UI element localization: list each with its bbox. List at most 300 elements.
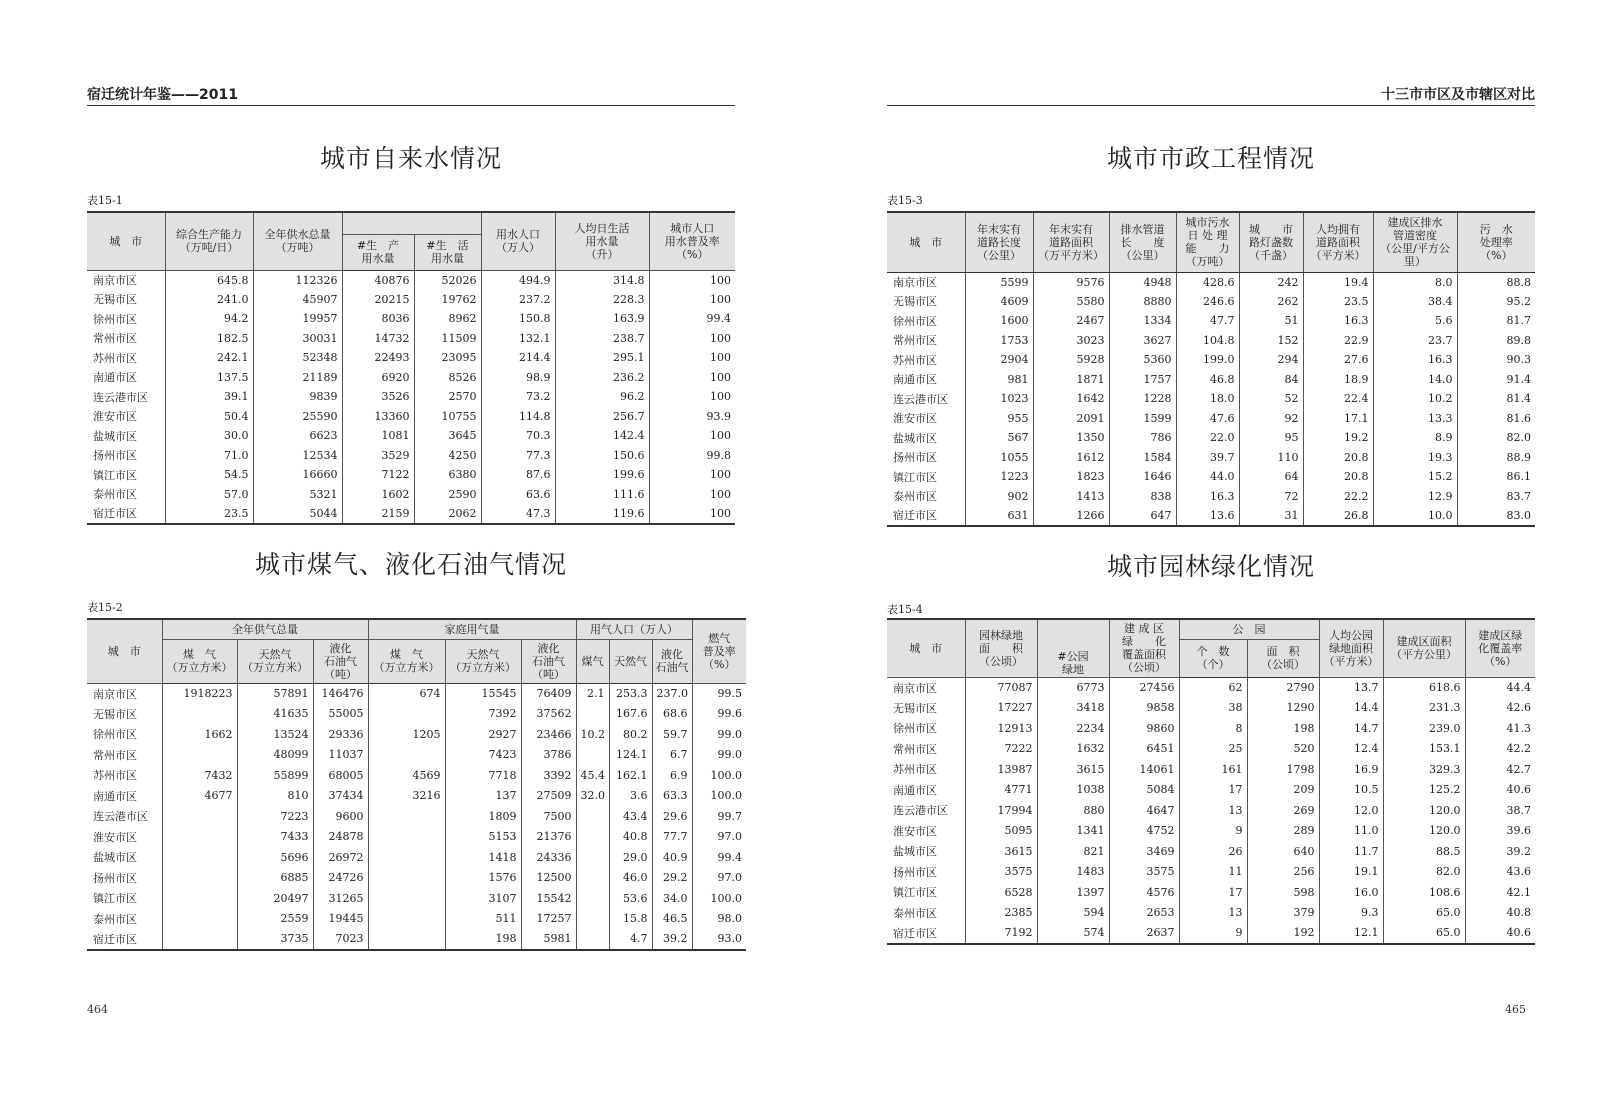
col-header: 个 数 （个） <box>1179 639 1247 677</box>
data-cell: 62 <box>1179 677 1247 698</box>
data-cell: 9860 <box>1109 718 1179 739</box>
data-cell: 16.3 <box>1303 311 1373 331</box>
table-row <box>87 426 735 446</box>
data-cell: 37562 <box>521 704 576 725</box>
col-header: 园林绿地 面 积 （公顷） <box>965 619 1037 677</box>
data-cell: 47.3 <box>481 504 555 524</box>
data-cell: 83.0 <box>1457 506 1535 526</box>
data-cell: 3627 <box>1109 331 1176 351</box>
data-cell: 16.0 <box>1319 882 1383 903</box>
data-cell: 99.0 <box>692 724 746 745</box>
data-cell <box>162 847 237 868</box>
data-cell: 4576 <box>1109 882 1179 903</box>
table-row <box>87 868 746 889</box>
data-cell: 13360 <box>342 407 414 427</box>
data-cell: 41.3 <box>1465 718 1535 739</box>
data-cell: 1871 <box>1033 370 1109 390</box>
table-row <box>887 718 1535 739</box>
table-row <box>87 683 746 704</box>
city-name: 南通市区 <box>893 373 937 387</box>
data-cell: 10.2 <box>576 724 609 745</box>
table-row <box>887 331 1535 351</box>
data-cell: 647 <box>1109 506 1176 526</box>
city-name: 淮安市区 <box>93 410 137 424</box>
running-head-right: 十三市市区及市辖区对比 <box>1381 87 1535 103</box>
data-cell: 54.5 <box>165 465 253 485</box>
city-name: 泰州市区 <box>893 906 937 920</box>
running-head-left: 宿迁统计年鉴——2011 <box>87 87 238 103</box>
data-cell: 1600 <box>965 311 1033 331</box>
data-cell: 46.0 <box>609 868 652 889</box>
header-rule <box>87 105 735 106</box>
data-cell: 594 <box>1037 903 1109 924</box>
data-cell <box>368 868 445 889</box>
data-cell <box>576 909 609 930</box>
city-name: 扬州市区 <box>93 871 137 885</box>
city-name: 镇江市区 <box>893 886 937 900</box>
data-cell: 90.3 <box>1457 350 1535 370</box>
data-cell: 574 <box>1037 923 1109 944</box>
data-cell: 120.0 <box>1383 821 1465 842</box>
data-cell: 3575 <box>965 862 1037 883</box>
data-cell: 6528 <box>965 882 1037 903</box>
data-cell: 161 <box>1179 759 1247 780</box>
data-cell: 1584 <box>1109 448 1176 468</box>
data-cell: 3023 <box>1033 331 1109 351</box>
col-group-header: 全年供气总量 <box>162 619 368 639</box>
data-cell: 25590 <box>253 407 342 427</box>
data-cell: 19957 <box>253 309 342 329</box>
water-supply-table <box>87 211 735 525</box>
data-cell: 81.6 <box>1457 409 1535 429</box>
table-row <box>87 387 735 407</box>
data-cell: 108.6 <box>1383 882 1465 903</box>
data-cell <box>162 704 237 725</box>
data-cell: 137.5 <box>165 368 253 388</box>
table-row <box>87 407 735 427</box>
data-cell: 19.4 <box>1303 272 1373 292</box>
data-cell: 96.2 <box>555 387 649 407</box>
data-cell: 6920 <box>342 368 414 388</box>
data-cell: 40.6 <box>1465 923 1535 944</box>
data-cell: 6623 <box>253 426 342 446</box>
data-cell: 83.7 <box>1457 487 1535 507</box>
data-cell: 1483 <box>1037 862 1109 883</box>
data-cell: 87.6 <box>481 465 555 485</box>
data-cell: 110 <box>1239 448 1303 468</box>
col-header: 城 市 路灯盏数 （千盏） <box>1239 212 1303 272</box>
data-cell: 51 <box>1239 311 1303 331</box>
table-row <box>87 368 735 388</box>
table-row <box>887 923 1535 944</box>
data-cell: 15.2 <box>1373 467 1457 487</box>
data-cell: 55899 <box>237 765 313 786</box>
data-cell: 7023 <box>313 929 368 950</box>
data-cell: 11 <box>1179 862 1247 883</box>
data-cell: 19.2 <box>1303 428 1373 448</box>
data-cell: 7122 <box>342 465 414 485</box>
data-cell <box>576 806 609 827</box>
table-row <box>87 745 746 766</box>
col-header: 煤 气 （万立方米） <box>368 639 445 683</box>
data-cell: 9600 <box>313 806 368 827</box>
data-cell <box>162 827 237 848</box>
data-cell: 7500 <box>521 806 576 827</box>
table-row <box>887 487 1535 507</box>
table-row <box>87 765 746 786</box>
data-cell: 3645 <box>414 426 481 446</box>
data-cell <box>368 806 445 827</box>
data-cell: 511 <box>445 909 521 930</box>
data-cell: 98.9 <box>481 368 555 388</box>
city-name: 南通市区 <box>93 371 137 385</box>
table-row <box>87 485 735 505</box>
table-number: 表15-1 <box>87 194 123 207</box>
col-header: 煤 气 （万立方米） <box>162 639 237 683</box>
data-cell: 12534 <box>253 446 342 466</box>
data-cell: 5580 <box>1033 292 1109 312</box>
data-cell: 104.8 <box>1176 331 1239 351</box>
data-cell: 100.0 <box>692 888 746 909</box>
data-cell: 4771 <box>965 780 1037 801</box>
data-cell: 19445 <box>313 909 368 930</box>
table-row <box>887 448 1535 468</box>
data-cell: 77.7 <box>652 827 692 848</box>
data-cell: 6380 <box>414 465 481 485</box>
data-cell: 20.8 <box>1303 467 1373 487</box>
data-cell <box>368 745 445 766</box>
table-row <box>87 504 735 524</box>
data-cell: 6451 <box>1109 739 1179 760</box>
data-cell: 12.1 <box>1319 923 1383 944</box>
data-cell: 29.0 <box>609 847 652 868</box>
data-cell: 2927 <box>445 724 521 745</box>
data-cell: 88.9 <box>1457 448 1535 468</box>
data-cell: 46.8 <box>1176 370 1239 390</box>
data-cell: 27509 <box>521 786 576 807</box>
city-name: 泰州市区 <box>93 912 137 926</box>
table-title: 城市市政工程情况 <box>1106 144 1315 173</box>
data-cell: 150.8 <box>481 309 555 329</box>
city-name: 无锡市区 <box>93 293 137 307</box>
data-cell: 618.6 <box>1383 677 1465 698</box>
data-cell: 86.1 <box>1457 467 1535 487</box>
data-cell: 1612 <box>1033 448 1109 468</box>
data-cell: 38.4 <box>1373 292 1457 312</box>
data-cell: 99.4 <box>649 309 735 329</box>
data-cell: 59.7 <box>652 724 692 745</box>
data-cell: 29.2 <box>652 868 692 889</box>
data-cell: 428.6 <box>1176 272 1239 292</box>
data-cell: 40.6 <box>1465 780 1535 801</box>
page-number: 465 <box>1505 1003 1526 1016</box>
city-name: 常州市区 <box>893 742 937 756</box>
data-cell: 14.0 <box>1373 370 1457 390</box>
city-name: 镇江市区 <box>93 892 137 906</box>
data-cell: 2159 <box>342 504 414 524</box>
data-cell: 880 <box>1037 800 1109 821</box>
data-cell: 72 <box>1239 487 1303 507</box>
col-header: #公园 绿地 <box>1037 619 1109 677</box>
data-cell: 167.6 <box>609 704 652 725</box>
col-header: 人均公园 绿地面积 （平方米） <box>1319 619 1383 677</box>
data-cell: 76409 <box>521 683 576 704</box>
data-cell: 94.2 <box>165 309 253 329</box>
data-cell: 810 <box>237 786 313 807</box>
data-cell: 1599 <box>1109 409 1176 429</box>
data-cell: 231.3 <box>1383 698 1465 719</box>
data-cell: 8962 <box>414 309 481 329</box>
data-cell <box>576 704 609 725</box>
data-cell: 81.7 <box>1457 311 1535 331</box>
col-group-header: 用气人口（万人） <box>576 619 692 639</box>
table-row <box>887 370 1535 390</box>
data-cell: 228.3 <box>555 290 649 310</box>
data-cell: 112326 <box>253 270 342 290</box>
data-cell: 100 <box>649 270 735 290</box>
data-cell: 29336 <box>313 724 368 745</box>
data-cell: 13 <box>1179 800 1247 821</box>
data-cell: 100 <box>649 426 735 446</box>
data-cell: 100 <box>649 368 735 388</box>
data-cell: 45907 <box>253 290 342 310</box>
table-title: 城市园林绿化情况 <box>1106 552 1315 581</box>
data-cell: 14732 <box>342 329 414 349</box>
data-cell: 39.2 <box>652 929 692 950</box>
table-row <box>887 800 1535 821</box>
data-cell: 821 <box>1037 841 1109 862</box>
col-header: 建成区排水 管道密度 （公里/平方公里） <box>1373 212 1457 272</box>
col-header: 排水管道 长 度 （公里） <box>1109 212 1176 272</box>
table-row <box>887 350 1535 370</box>
data-cell: 24336 <box>521 847 576 868</box>
data-cell: 294 <box>1239 350 1303 370</box>
data-cell: 19762 <box>414 290 481 310</box>
data-cell: 4948 <box>1109 272 1176 292</box>
data-cell: 162.1 <box>609 765 652 786</box>
data-cell: 26972 <box>313 847 368 868</box>
data-cell: 57891 <box>237 683 313 704</box>
data-cell: 31265 <box>313 888 368 909</box>
table-row <box>887 903 1535 924</box>
data-cell: 53.6 <box>609 888 652 909</box>
data-cell: 57.0 <box>165 485 253 505</box>
data-cell: 9858 <box>1109 698 1179 719</box>
data-cell: 1350 <box>1033 428 1109 448</box>
data-cell: 93.0 <box>692 929 746 950</box>
data-cell: 237.0 <box>652 683 692 704</box>
table-title: 城市自来水情况 <box>319 144 502 173</box>
data-cell: 12500 <box>521 868 576 889</box>
data-cell: 80.2 <box>609 724 652 745</box>
data-cell: 289 <box>1247 821 1319 842</box>
data-cell: 5981 <box>521 929 576 950</box>
data-cell: 1038 <box>1037 780 1109 801</box>
data-cell: 23466 <box>521 724 576 745</box>
data-cell: 494.9 <box>481 270 555 290</box>
data-cell: 631 <box>965 506 1033 526</box>
data-cell: 99.0 <box>692 745 746 766</box>
data-cell: 1266 <box>1033 506 1109 526</box>
table-row <box>87 888 746 909</box>
data-cell: 73.2 <box>481 387 555 407</box>
data-cell: 7392 <box>445 704 521 725</box>
data-cell: 3469 <box>1109 841 1179 862</box>
city-name: 徐州市区 <box>93 728 137 742</box>
data-cell: 4609 <box>965 292 1033 312</box>
city-name: 淮安市区 <box>893 824 937 838</box>
col-header: 液化 石油气 <box>652 639 692 683</box>
data-cell: 6.7 <box>652 745 692 766</box>
data-cell: 902 <box>965 487 1033 507</box>
data-cell: 7223 <box>237 806 313 827</box>
city-name: 南通市区 <box>93 789 137 803</box>
city-name: 南通市区 <box>893 783 937 797</box>
data-cell: 25 <box>1179 739 1247 760</box>
col-header: 城 市 <box>87 619 162 683</box>
table-row <box>87 348 735 368</box>
city-name: 连云港市区 <box>93 810 148 824</box>
table-row <box>87 827 746 848</box>
data-cell: 1341 <box>1037 821 1109 842</box>
data-cell: 10755 <box>414 407 481 427</box>
data-cell: 7718 <box>445 765 521 786</box>
data-cell: 12.4 <box>1319 739 1383 760</box>
data-cell: 37434 <box>313 786 368 807</box>
data-cell: 26 <box>1179 841 1247 862</box>
table-row <box>887 389 1535 409</box>
data-cell: 99.8 <box>649 446 735 466</box>
data-cell: 198 <box>1247 718 1319 739</box>
page-number: 464 <box>87 1003 108 1016</box>
data-cell <box>368 704 445 725</box>
col-header: 面 积 （公顷） <box>1247 639 1319 677</box>
data-cell: 209 <box>1247 780 1319 801</box>
city-name: 泰州市区 <box>893 490 937 504</box>
data-cell: 95 <box>1239 428 1303 448</box>
data-cell: 253.3 <box>609 683 652 704</box>
data-cell: 2559 <box>237 909 313 930</box>
city-name: 镇江市区 <box>93 468 137 482</box>
data-cell: 7432 <box>162 765 237 786</box>
col-header: 天然气 （万立方米） <box>445 639 521 683</box>
data-cell <box>162 868 237 889</box>
data-cell: 17 <box>1179 780 1247 801</box>
data-cell: 16660 <box>253 465 342 485</box>
data-cell: 2234 <box>1037 718 1109 739</box>
data-cell: 9.3 <box>1319 903 1383 924</box>
data-cell: 7423 <box>445 745 521 766</box>
data-cell: 44.4 <box>1465 677 1535 698</box>
data-cell: 4647 <box>1109 800 1179 821</box>
data-cell: 14061 <box>1109 759 1179 780</box>
data-cell: 23.5 <box>165 504 253 524</box>
data-cell: 13524 <box>237 724 313 745</box>
data-cell: 81.4 <box>1457 389 1535 409</box>
data-cell: 63.3 <box>652 786 692 807</box>
data-cell: 9839 <box>253 387 342 407</box>
data-cell: 82.0 <box>1457 428 1535 448</box>
data-cell: 29.6 <box>652 806 692 827</box>
data-cell: 1055 <box>965 448 1033 468</box>
data-cell: 39.7 <box>1176 448 1239 468</box>
col-header: 综合生产能力 （万吨/日） <box>165 212 253 270</box>
col-header: #生 产 用水量 <box>342 234 414 270</box>
data-cell: 1757 <box>1109 370 1176 390</box>
data-cell <box>576 888 609 909</box>
data-cell: 9 <box>1179 821 1247 842</box>
data-cell: 99.5 <box>692 683 746 704</box>
data-cell: 17257 <box>521 909 576 930</box>
data-cell: 1632 <box>1037 739 1109 760</box>
data-cell: 40.8 <box>1465 903 1535 924</box>
col-header: 污 水 处理率 （%） <box>1457 212 1535 272</box>
data-cell: 77087 <box>965 677 1037 698</box>
data-cell: 100 <box>649 387 735 407</box>
col-group-header: 公 园 <box>1179 619 1319 639</box>
data-cell: 88.5 <box>1383 841 1465 862</box>
data-cell: 82.0 <box>1383 862 1465 883</box>
data-cell: 8036 <box>342 309 414 329</box>
data-cell: 182.5 <box>165 329 253 349</box>
col-header: 液化 石油气 （吨） <box>313 639 368 683</box>
data-cell: 40.9 <box>652 847 692 868</box>
data-cell: 379 <box>1247 903 1319 924</box>
data-cell: 23.7 <box>1373 331 1457 351</box>
col-header: 建成区面积 （平方公里） <box>1383 619 1465 677</box>
data-cell: 645.8 <box>165 270 253 290</box>
city-name: 淮安市区 <box>893 412 937 426</box>
data-cell: 40.8 <box>609 827 652 848</box>
data-cell: 2091 <box>1033 409 1109 429</box>
data-cell: 5084 <box>1109 780 1179 801</box>
city-name: 宿迁市区 <box>93 932 137 946</box>
data-cell: 84 <box>1239 370 1303 390</box>
data-cell: 17.1 <box>1303 409 1373 429</box>
data-cell <box>162 806 237 827</box>
city-name: 泰州市区 <box>93 488 137 502</box>
data-cell: 38.7 <box>1465 800 1535 821</box>
table-row <box>887 821 1535 842</box>
city-name: 南京市区 <box>93 274 137 287</box>
data-cell: 21376 <box>521 827 576 848</box>
data-cell: 198 <box>445 929 521 950</box>
data-cell: 39.2 <box>1465 841 1535 862</box>
data-cell: 8880 <box>1109 292 1176 312</box>
table-row <box>87 290 735 310</box>
table-row <box>87 724 746 745</box>
data-cell: 68.6 <box>652 704 692 725</box>
data-cell: 2637 <box>1109 923 1179 944</box>
city-name: 南京市区 <box>893 681 937 695</box>
data-cell: 6885 <box>237 868 313 889</box>
data-cell: 65.0 <box>1383 923 1465 944</box>
data-cell: 1602 <box>342 485 414 505</box>
col-header: 人均日生活 用水量 （升） <box>555 212 649 270</box>
data-cell: 42.2 <box>1465 739 1535 760</box>
data-cell: 100 <box>649 290 735 310</box>
city-name: 宿迁市区 <box>893 926 937 940</box>
data-cell: 43.6 <box>1465 862 1535 883</box>
city-name: 常州市区 <box>93 332 137 346</box>
data-cell: 100 <box>649 485 735 505</box>
city-name: 常州市区 <box>893 334 937 348</box>
table-row <box>887 739 1535 760</box>
col-header: 城 市 <box>887 619 965 677</box>
data-cell: 786 <box>1109 428 1176 448</box>
data-cell: 30.0 <box>165 426 253 446</box>
table-number: 表15-2 <box>87 601 123 614</box>
